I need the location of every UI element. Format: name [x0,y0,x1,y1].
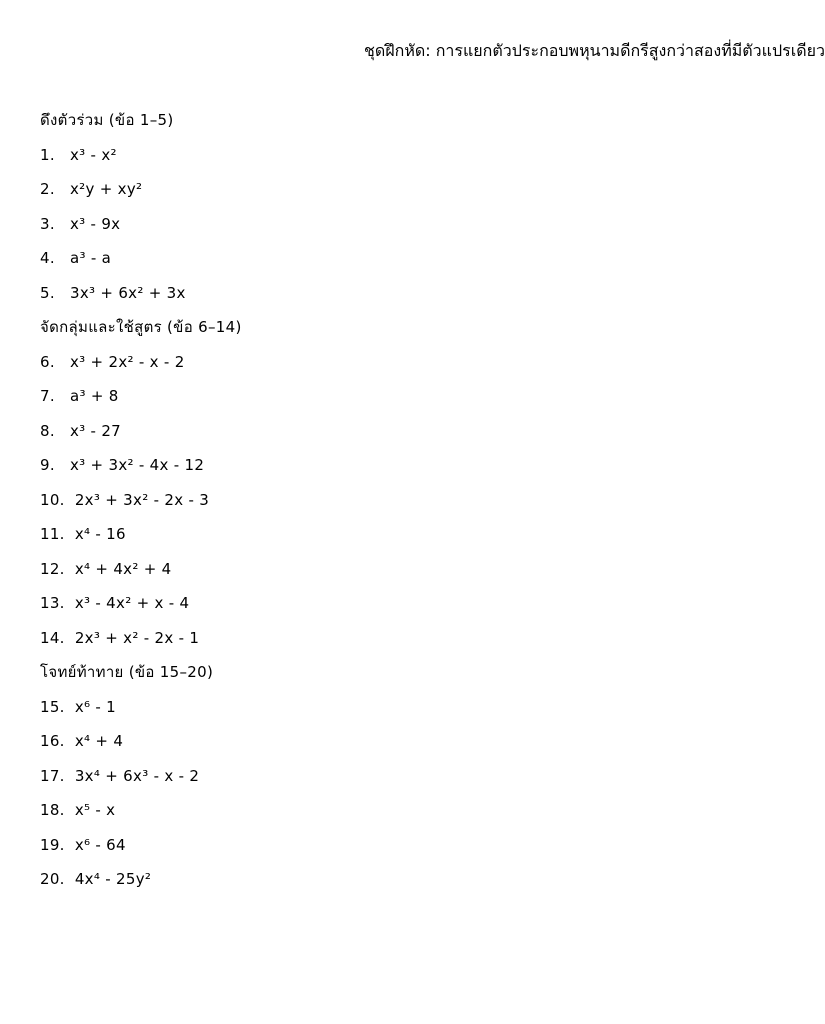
section-heading: จัดกลุ่มและใช้สูตร (ข้อ 6–14) [40,318,242,336]
exercise-number: 16. [40,732,65,750]
exercise-number: 4. [40,249,55,267]
exercise-expression: x²y + xy² [70,180,143,198]
exercise-expression: x³ + 2x² - x - 2 [70,352,185,371]
exercise-expression: x³ - 4x² + x - 4 [74,594,190,612]
exercise-expression: 4x⁴ - 25y² [74,870,152,888]
exercise-number: 20. [40,870,65,888]
exercise-number: 7. [40,387,55,405]
exercise-number: 11. [40,525,65,543]
exercise-number: 13. [40,594,65,612]
exercise-expression: 3x⁴ + 6x³ - x - 2 [74,766,200,785]
exercise-item [40,488,740,523]
exercise-expression: 2x³ + x² - 2x - 1 [74,628,200,647]
exercise-number: 14. [40,628,65,647]
exercise-expression: x³ + 3x² - 4x - 12 [70,456,205,474]
exercise-list [40,108,740,902]
section-heading: โจทย์ท้าทาย (ข้อ 15–20) [40,663,214,681]
exercise-expression: 2x³ + 3x² - 2x - 3 [74,490,210,509]
exercise-item [40,350,740,385]
exercise-item [40,557,740,592]
exercise-number: 2. [40,180,55,198]
exercise-item [40,867,740,902]
exercise-item [40,246,740,281]
exercise-expression: x⁴ + 4x² + 4 [74,559,172,578]
exercise-item [40,833,740,868]
exercise-number: 1. [40,145,55,164]
exercise-expression: x³ - x² [70,145,117,164]
exercise-item [40,695,740,730]
exercise-number: 12. [40,559,65,578]
exercise-item [40,626,740,661]
exercise-item [40,384,740,419]
exercise-number: 5. [40,283,55,302]
exercise-item [40,798,740,833]
exercise-item [40,281,740,316]
exercise-number: 10. [40,490,65,509]
exercise-expression: x⁴ - 16 [74,525,126,543]
exercise-expression: x³ - 9x [70,214,121,233]
exercise-item [40,177,740,212]
exercise-number: 8. [40,421,55,440]
exercise-expression: x⁵ - x [74,801,116,819]
exercise-item [40,591,740,626]
exercise-expression: x⁶ - 64 [74,835,126,854]
exercise-item [40,522,740,557]
exercise-item [40,453,740,488]
exercise-number: 18. [40,801,65,819]
exercise-number: 6. [40,352,55,371]
exercise-expression: 3x³ + 6x² + 3x [70,283,186,302]
exercise-number: 19. [40,835,65,854]
exercise-item [40,419,740,454]
exercise-item [40,143,740,178]
section-heading: ดึงตัวร่วม (ข้อ 1–5) [40,111,174,129]
exercise-expression: x³ - 27 [70,421,122,440]
page-title: ชุดฝึกหัด: การแยกตัวประกอบพหุนามดีกรีสูงกว่าสองที่มีตัวแปรเดียว [364,41,825,60]
exercise-number: 9. [40,456,55,474]
exercise-number: 15. [40,697,65,716]
exercise-number: 17. [40,766,65,785]
exercise-expression: x⁶ - 1 [74,697,117,716]
exercise-expression: a³ + 8 [70,387,119,405]
exercise-number: 3. [40,214,55,233]
exercise-item [40,729,740,764]
exercise-item [40,212,740,247]
exercise-expression: x⁴ + 4 [74,732,124,750]
exercise-item [40,764,740,799]
exercise-expression: a³ - a [70,249,112,267]
